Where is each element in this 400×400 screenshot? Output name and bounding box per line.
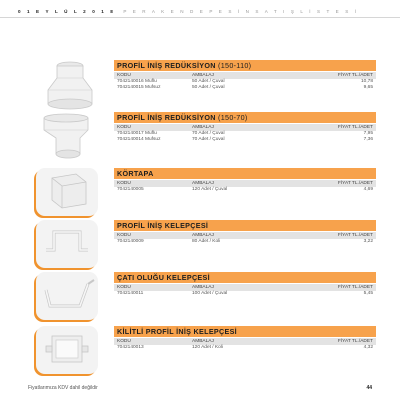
table-row: 7042140016 Muflu 50 Adet / Çuval 10,78 xyxy=(117,79,373,84)
end-cap-icon xyxy=(36,168,98,216)
product-title: KİLİTLİ PROFİL İNİŞ KELEPÇESİ xyxy=(114,326,376,337)
table-row: 7042140009 80 Adet / Koli 3,22 xyxy=(117,239,373,244)
table-row: 7042140017 Muflu 70 Adet / Çuval 7,95 xyxy=(117,131,373,136)
product-title: KÖRTAPA xyxy=(114,168,376,179)
table-row: 7042140014 Mufsuz 70 Adet / Çuval 7,36 xyxy=(117,137,373,142)
locking-clamp-icon xyxy=(36,326,98,374)
product-title: ÇATI OLUĞU KELEPÇESİ xyxy=(114,272,376,283)
column-header: KODU AMBALAJ FİYAT TL./ADET xyxy=(114,124,376,131)
table-row: 7042140015 Mufsuz 50 Adet / Çuval 9,65 xyxy=(117,85,373,90)
header-divider xyxy=(0,17,400,18)
clamp-icon xyxy=(36,220,98,268)
list-title: P E R A K E N D E P E S İ N S A T I Ş L İ S T E S İ xyxy=(123,9,359,14)
reducer-fitting-icon xyxy=(36,112,98,160)
product-title: PROFİL İNİŞ REDÜKSİYON (150-110) xyxy=(114,60,376,71)
vat-note: Fiyatlarımıza KDV dahil değildir xyxy=(28,385,98,391)
table-row: 7042140011 100 Adet / Çuval 5,45 xyxy=(117,291,373,296)
column-header: KODU AMBALAJ FİYAT TL./ADET xyxy=(114,338,376,345)
column-header: KODU AMBALAJ FİYAT TL./ADET xyxy=(114,180,376,187)
table-row: 7042140013 120 Adet / Koli 4,32 xyxy=(117,345,373,350)
product-title: PROFİL İNİŞ REDÜKSİYON (150-70) xyxy=(114,112,376,123)
table-row: 7042140005 120 Adet / Çuval 4,69 xyxy=(117,187,373,192)
column-header: KODU AMBALAJ FİYAT TL./ADET xyxy=(114,72,376,79)
page-header xyxy=(18,9,388,14)
reducer-fitting-icon xyxy=(36,60,98,108)
column-header: KODU AMBALAJ FİYAT TL./ADET xyxy=(114,284,376,291)
gutter-bracket-icon xyxy=(36,272,98,320)
product-title: PROFİL İNİŞ KELEPÇESİ xyxy=(114,220,376,231)
column-header: KODU AMBALAJ FİYAT TL./ADET xyxy=(114,232,376,239)
list-date: 0 1 E Y L Ü L 2 0 1 8 xyxy=(18,9,116,14)
page-number: 44 xyxy=(366,385,372,391)
